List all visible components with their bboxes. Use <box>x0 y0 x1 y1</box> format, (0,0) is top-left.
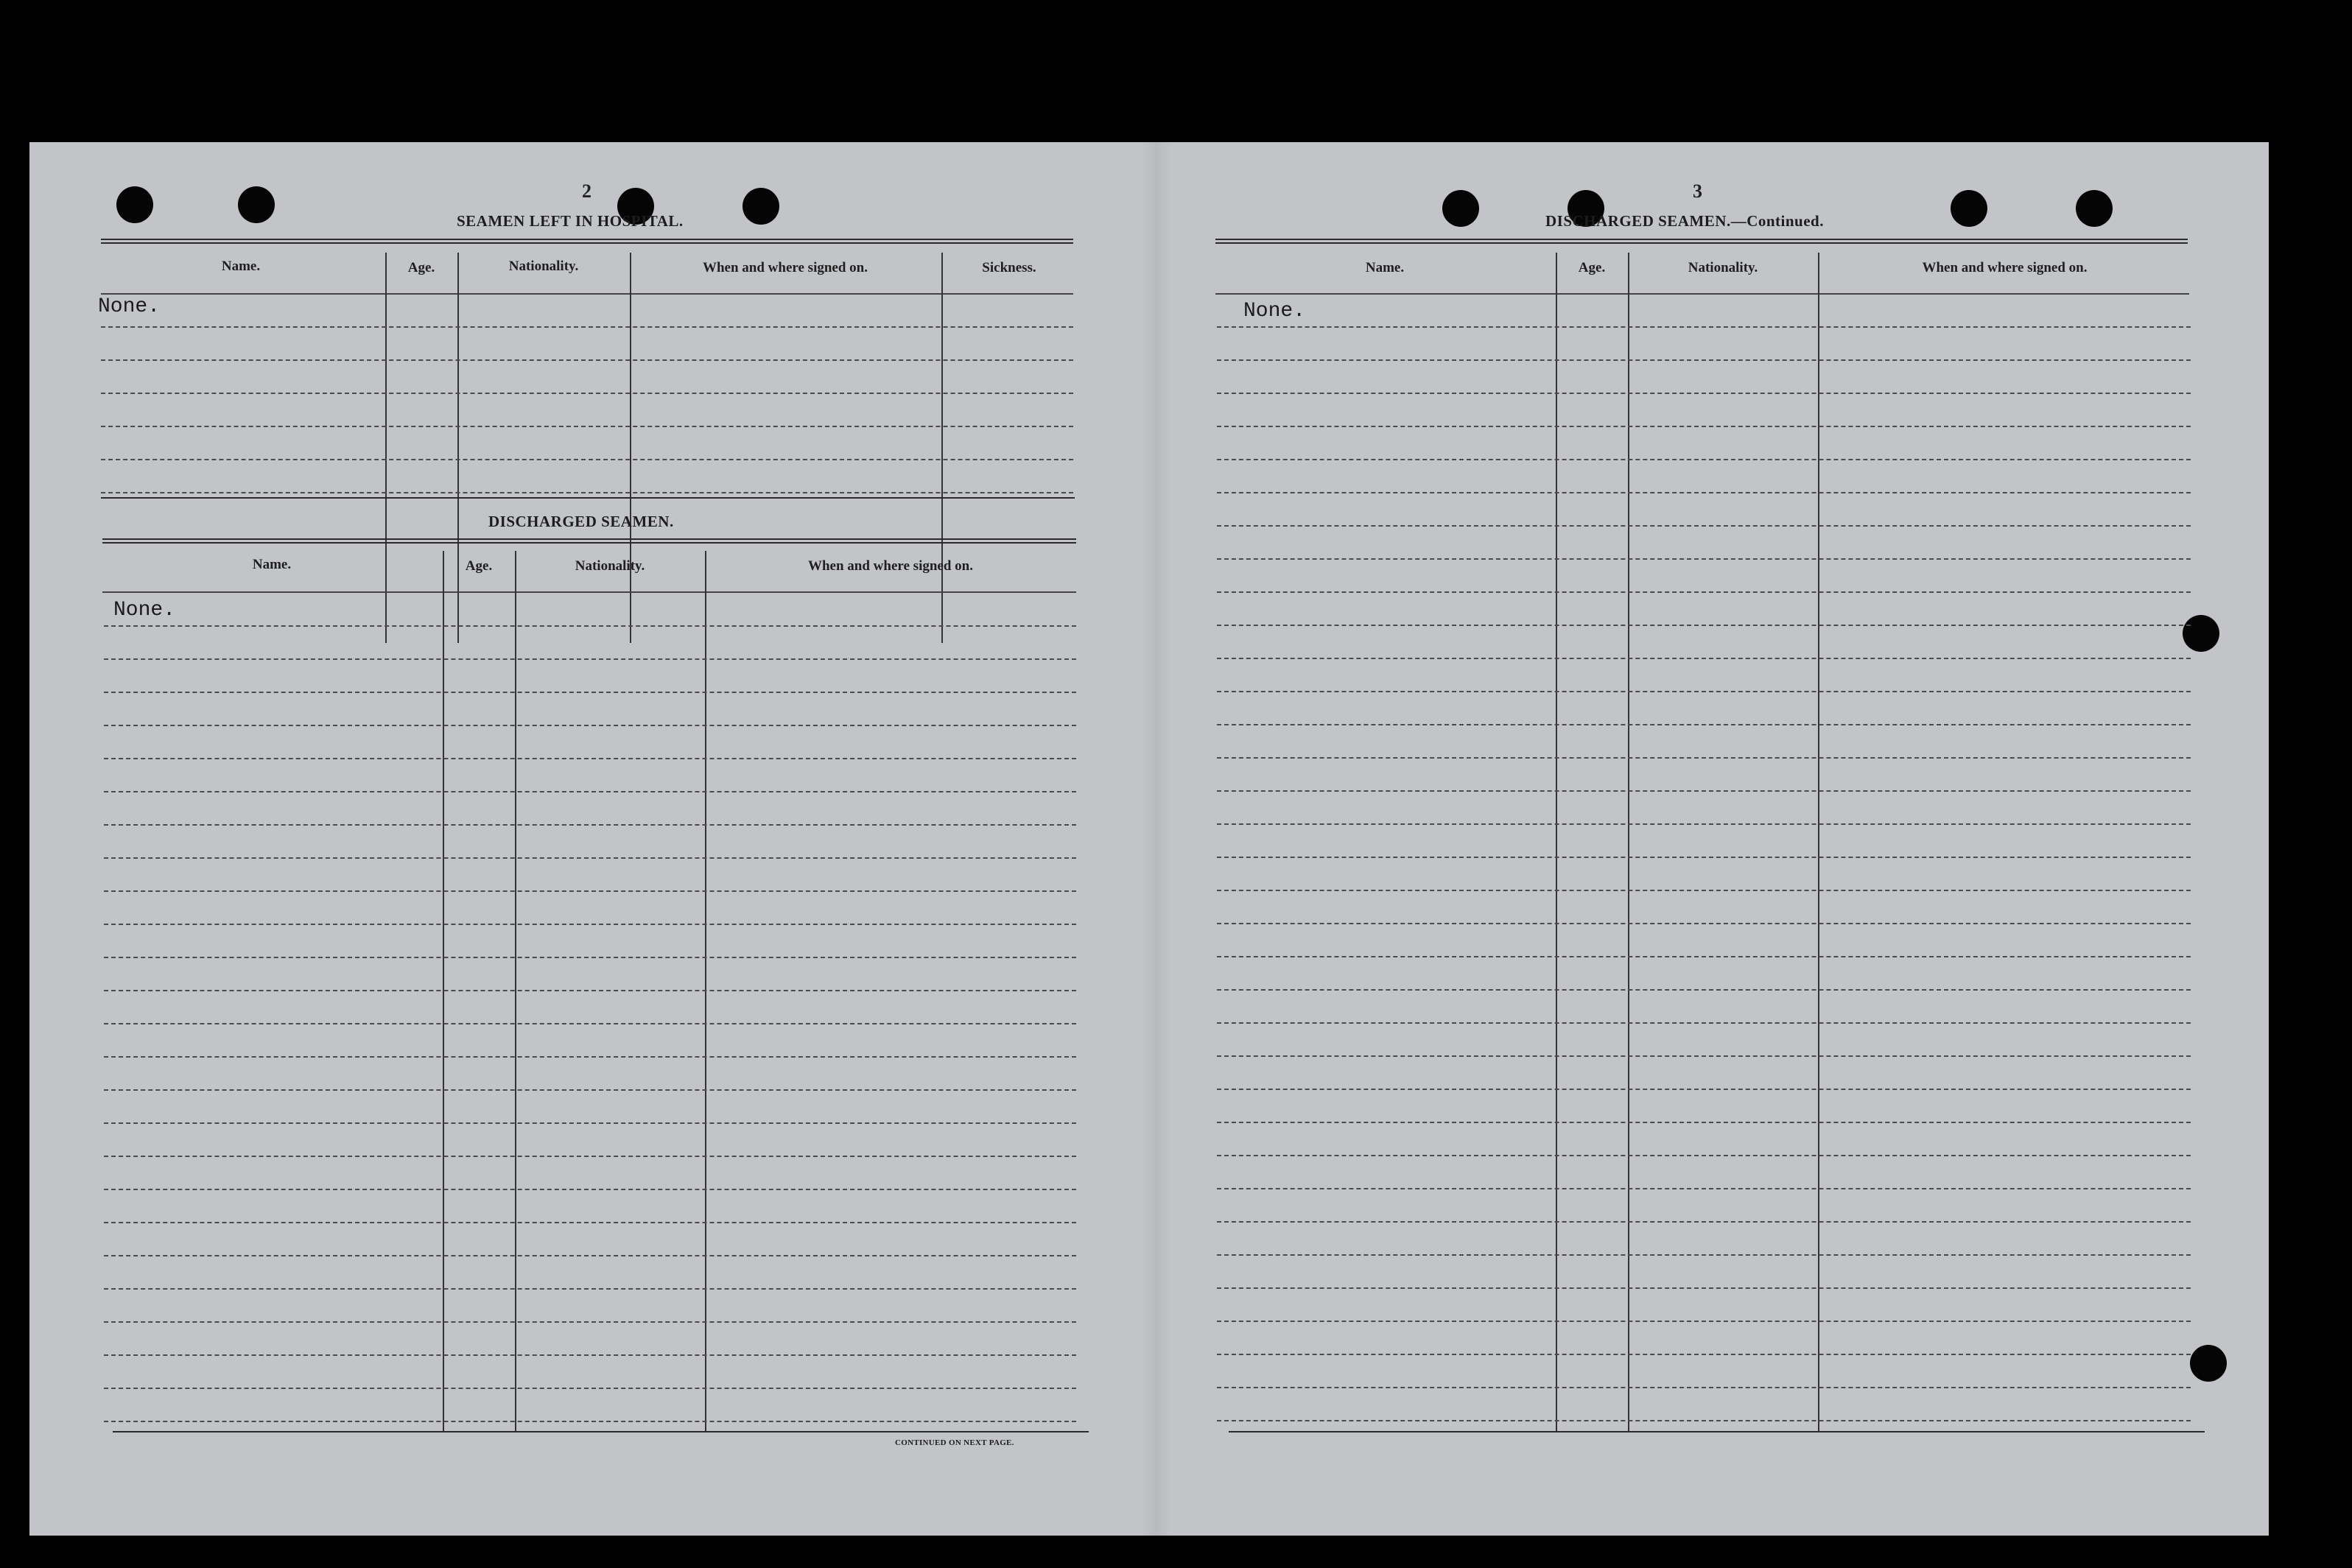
form-row-line <box>1217 956 2191 957</box>
form-row-line <box>1217 1055 2191 1057</box>
form-row-line <box>104 1222 1076 1223</box>
form-row-line <box>1217 1420 2191 1421</box>
hospital-header-rule <box>101 293 1073 295</box>
form-row-line <box>1217 890 2191 891</box>
col-head-name: Name. <box>221 259 261 274</box>
form-row-line <box>1217 426 2191 427</box>
form-row-line <box>1217 1188 2191 1189</box>
col-head-name: Name. <box>252 557 292 572</box>
form-row-line <box>1217 359 2191 361</box>
form-row-line <box>1217 1022 2191 1024</box>
form-row-line <box>104 857 1076 859</box>
column-divider <box>385 253 387 643</box>
form-row-line <box>1217 459 2191 460</box>
punch-hole <box>1442 190 1479 227</box>
form-row-line <box>104 758 1076 759</box>
form-row-line <box>104 1255 1076 1256</box>
form-row-line <box>1217 393 2191 394</box>
form-row-line <box>104 824 1076 826</box>
hospital-top-rule <box>101 239 1073 244</box>
form-row-line <box>104 1321 1076 1323</box>
continued-section-title: DISCHARGED SEAMEN.—Continued. <box>1545 212 1824 230</box>
discharged-bottom-rule <box>113 1431 1089 1432</box>
form-row-line <box>1217 1321 2191 1322</box>
col-head-signed-on: When and where signed on. <box>1922 260 2088 275</box>
page-number-right: 3 <box>1693 180 1702 202</box>
form-row-line <box>1217 525 2191 527</box>
form-row-line <box>1217 1221 2191 1223</box>
form-row-line <box>104 1388 1076 1389</box>
right-top-rule <box>1215 239 2188 244</box>
form-row-line <box>104 692 1076 693</box>
continued-entry-none: None. <box>1243 300 1306 323</box>
column-divider <box>941 253 943 643</box>
form-row-line <box>104 1156 1076 1157</box>
form-row-line <box>104 957 1076 958</box>
punch-hole <box>2190 1345 2227 1382</box>
col-head-nationality: Nationality. <box>508 259 579 274</box>
form-row-line <box>101 359 1073 361</box>
form-row-line <box>1217 326 2191 328</box>
form-row-line <box>104 1023 1076 1024</box>
col-head-name: Name. <box>1365 260 1405 275</box>
form-row-line <box>1217 691 2191 692</box>
page-number-left: 2 <box>582 180 591 202</box>
form-row-line <box>104 658 1076 660</box>
form-row-line <box>1217 1287 2191 1289</box>
form-row-line <box>101 393 1073 394</box>
discharged-entry-none: None. <box>113 599 176 622</box>
form-row-line <box>104 990 1076 991</box>
document-sheet <box>29 142 2269 1536</box>
form-row-line <box>1217 1122 2191 1123</box>
form-row-line <box>104 625 1076 627</box>
column-divider <box>630 253 631 643</box>
form-row-line <box>101 459 1073 460</box>
form-row-line <box>1217 1089 2191 1090</box>
form-row-line <box>101 326 1073 328</box>
discharged-section-title: DISCHARGED SEAMEN. <box>488 513 674 530</box>
form-row-line <box>101 492 1073 493</box>
form-row-line <box>104 725 1076 726</box>
hospital-section-title: SEAMEN LEFT IN HOSPITAL. <box>457 212 684 230</box>
right-header-rule <box>1215 293 2189 295</box>
hospital-entry-none: None. <box>98 295 161 318</box>
col-head-age: Age. <box>407 260 435 275</box>
form-row-line <box>1217 625 2191 626</box>
form-row-line <box>104 1288 1076 1290</box>
form-row-line <box>1217 658 2191 659</box>
col-head-age: Age. <box>1578 260 1606 275</box>
form-row-line <box>1217 857 2191 858</box>
form-row-line <box>1217 1155 2191 1156</box>
col-head-sickness: Sickness. <box>982 260 1036 275</box>
form-row-line <box>1217 989 2191 991</box>
col-head-age: Age. <box>465 558 493 574</box>
form-row-line <box>104 1421 1076 1422</box>
discharged-header-rule <box>102 591 1076 593</box>
form-row-line <box>104 890 1076 892</box>
continued-note: CONTINUED ON NEXT PAGE. <box>895 1438 1014 1447</box>
punch-hole <box>1951 190 1987 227</box>
form-row-line <box>1217 757 2191 759</box>
form-row-line <box>104 1189 1076 1190</box>
form-row-line <box>104 1089 1076 1091</box>
form-row-line <box>1217 823 2191 825</box>
form-row-line <box>104 1056 1076 1058</box>
punch-hole <box>743 188 779 225</box>
punch-hole <box>116 186 153 223</box>
punch-hole <box>238 186 275 223</box>
form-row-line <box>1217 923 2191 924</box>
form-row-line <box>101 426 1073 427</box>
form-row-line <box>1217 492 2191 493</box>
form-row-line <box>1217 790 2191 792</box>
form-row-line <box>104 1122 1076 1124</box>
col-head-signed-on: When and where signed on. <box>702 260 868 275</box>
col-head-nationality: Nationality. <box>1688 260 1758 275</box>
hospital-bottom-rule <box>101 497 1075 499</box>
col-head-signed-on: When and where signed on. <box>807 558 973 574</box>
form-row-line <box>104 791 1076 792</box>
form-row-line <box>1217 558 2191 560</box>
page-fold <box>1142 142 1171 1536</box>
discharged-top-rule <box>102 538 1076 544</box>
form-row-line <box>1217 1354 2191 1355</box>
punch-hole <box>2076 190 2113 227</box>
form-row-line <box>104 1354 1076 1356</box>
form-row-line <box>1217 591 2191 593</box>
form-row-line <box>1217 724 2191 725</box>
form-row-line <box>1217 1254 2191 1256</box>
right-bottom-rule <box>1229 1431 2205 1432</box>
punch-hole <box>2183 615 2219 652</box>
form-row-line <box>104 924 1076 925</box>
column-divider <box>457 253 459 643</box>
form-row-line <box>1217 1387 2191 1388</box>
col-head-nationality: Nationality. <box>575 558 645 574</box>
